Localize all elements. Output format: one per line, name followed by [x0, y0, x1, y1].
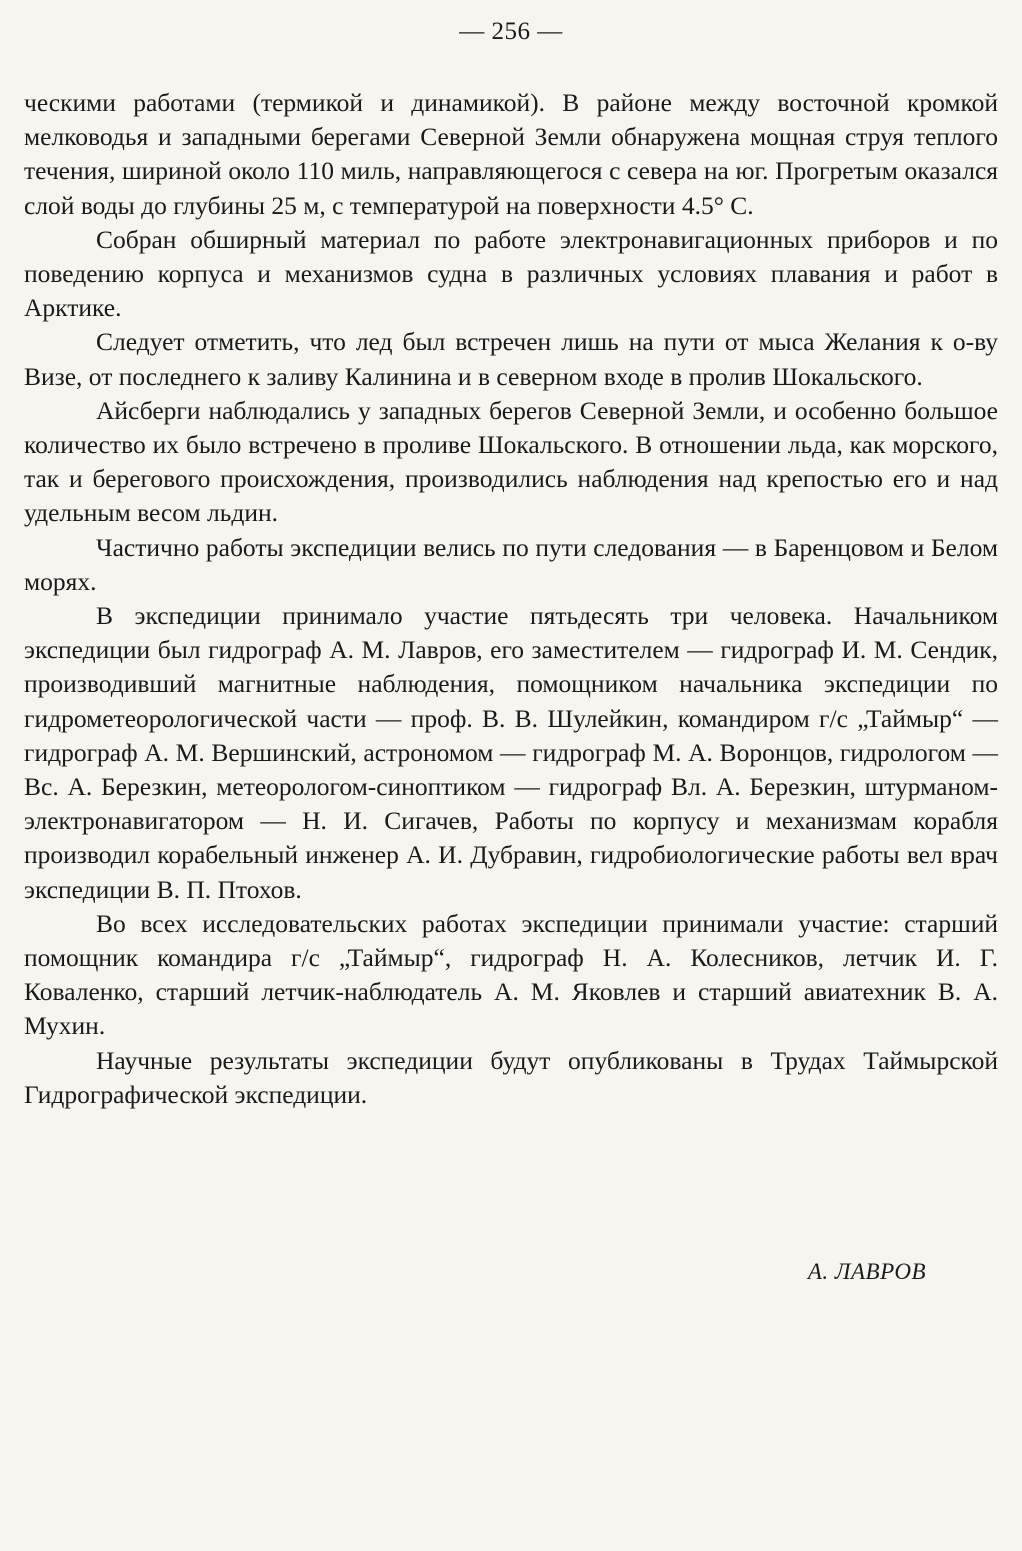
paragraph-2: Собран обширный материал по работе электронавигационных приборов и по поведению корпуса и механизмов судна в различных условиях плавания и работ в Арктике.: [24, 224, 998, 323]
paragraph-6: В экспедиции принимало участие пятьдесять три человека. Начальником экспедиции был гидрограф А. М. Лавров, его заместителем — гидрограф И. М. Сендик, производивший магнитные наблюдения, помощником начальника экспедиции по гидрометеорологической части — проф. В. В. Шулейкин, командиром г/с „Таймыр“ — гидрограф А. М. Вершинский, астрономом — гидрограф М. А. Воронцов, гидрологом — Вс. А. Березкин, метеорологом-синоптиком — гидрограф Вл. А. Березкин, штурманом-электронавигатором — Н. И. Сигачев, Работы по корпусу и механизмам корабля производил корабельный инженер А. И. Дубравин, гидробиологические работы вел врач экспедиции В. П. Птохов.: [24, 601, 998, 904]
paragraph-5: Частично работы экспедиции велись по пути следования — в Баренцовом и Белом морях.: [24, 532, 998, 596]
paragraph-8: Научные результаты экспедиции будут опубликованы в Трудах Таймырской Гидрографической экспедиции.: [24, 1045, 998, 1109]
paragraph-4: Айсберги наблюдались у западных берегов Северной Земли, и особенно большое количество их было встречено в проливе Шокальского. В отношении льда, как морского, так и берегового происхождения, производились наблюдения над крепостью его и над удельным весом льдин.: [24, 395, 998, 528]
author-signature: А. ЛАВРОВ: [807, 1259, 926, 1284]
page-number: — 256 —: [459, 18, 563, 45]
paragraph-1: ческими работами (термикой и динамикой). В районе между восточной кромкой мелководья и западными берегами Северной Земли обнаружена мощная струя теплого течения, шириной около 110 миль, направляющегося с севера на юг. Прогретым оказался слой воды до глубины 25 м, с температурой на поверхности 4.5° С.: [24, 88, 998, 220]
body-text: [24, 86, 998, 1112]
paragraph-3: Следует отметить, что лед был встречен лишь на пути от мыса Желания к о-ву Визе, от последнего к заливу Калинина и в северном входе в пролив Шокальского.: [24, 327, 998, 391]
paragraph-7: Во всех исследовательских работах экспедиции принимали участие: старший помощник командира г/с „Таймыр“, гидрограф Н. А. Колесников, летчик И. Г. Коваленко, старший летчик-наблюдатель А. М. Яковлев и старший авиатехник В. А. Мухин.: [24, 908, 998, 1041]
